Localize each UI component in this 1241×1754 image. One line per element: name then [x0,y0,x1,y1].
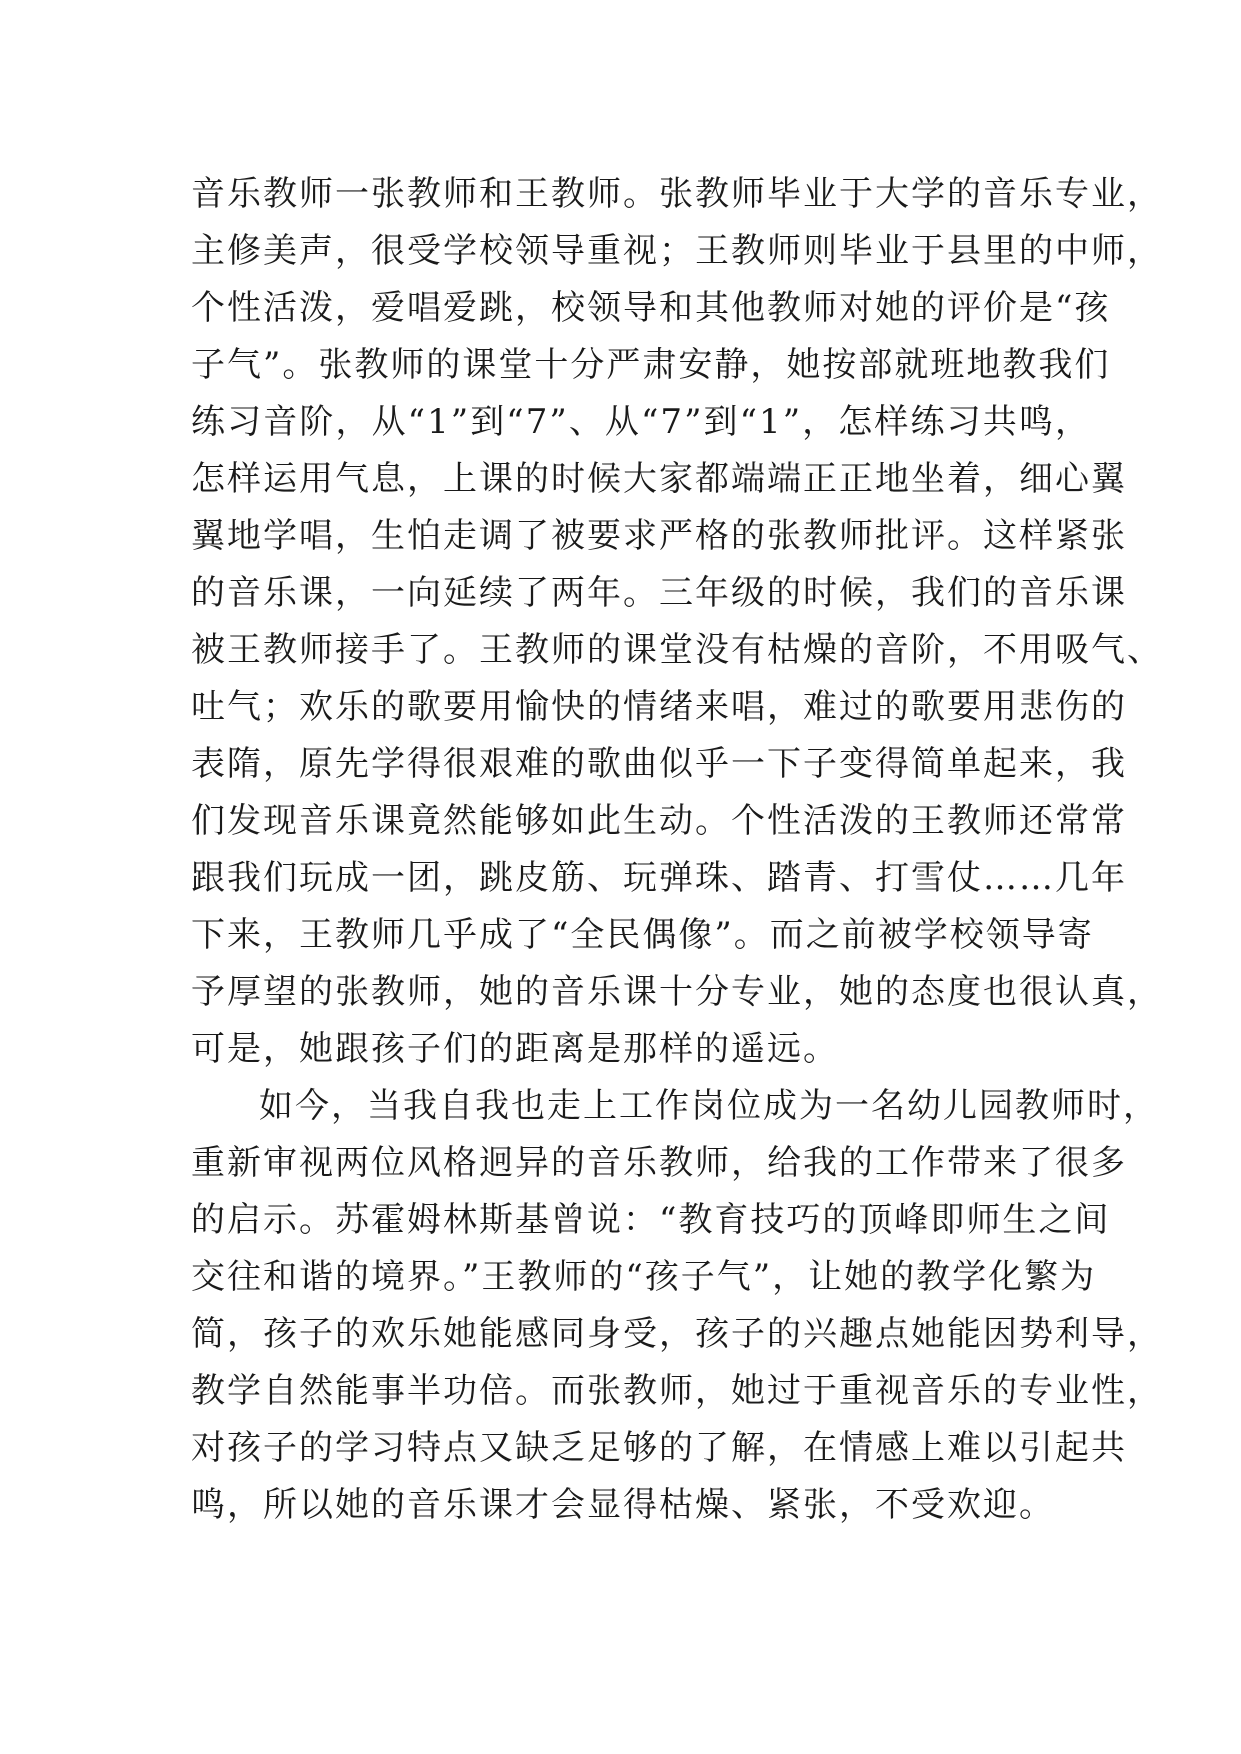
text-line: 的启示。苏霍姆林斯基曾说：“教育技巧的顶峰即师生之间 [191,1200,1111,1240]
text-line: 音乐教师一张教师和王教师。张教师毕业于大学的音乐专业， [191,174,1163,214]
paragraph-first-line: 如今，当我自我也走上工作岗位成为一名幼儿园教师时， [259,1086,1159,1126]
text-line: 予厚望的张教师，她的音乐课十分专业，她的态度也很认真， [191,972,1163,1012]
text-line: 对孩子的学习特点又缺乏足够的了解，在情感上难以引起共 [191,1428,1127,1468]
text-line: 下来，王教师几乎成了“全民偶像”。而之前被学校领导寄 [191,915,1094,955]
text-line: 的音乐课，一向延续了两年。三年级的时候，我们的音乐课 [191,573,1127,613]
text-line: 主修美声，很受学校领导重视；王教师则毕业于县里的中师， [191,231,1163,271]
text-line: 怎样运用气息，上课的时候大家都端端正正地坐着，细心翼 [191,459,1127,499]
text-line: 练习音阶，从“1”到“7”、从“7”到“1”，怎样练习共鸣， [191,402,1091,442]
text-line: 可是，她跟孩子们的距离是那样的遥远。 [191,1029,839,1069]
text-line: 表隋，原先学得很艰难的歌曲似乎一下子变得简单起来，我 [191,744,1127,784]
body-text [191,166,1163,1534]
text-line: 鸣，所以她的音乐课才会显得枯燥、紧张，不受欢迎。 [191,1485,1055,1525]
text-line: 吐气；欢乐的歌要用愉快的情绪来唱，难过的歌要用悲伤的 [191,687,1127,727]
text-line: 教学自然能事半功倍。而张教师，她过于重视音乐的专业性， [191,1371,1163,1411]
text-line: 子气”。张教师的课堂十分严肃安静，她按部就班地教我们 [191,345,1111,385]
text-line: 简，孩子的欢乐她能感同身受，孩子的兴趣点她能因势利导， [191,1314,1163,1354]
text-line: 翼地学唱，生怕走调了被要求严格的张教师批评。这样紧张 [191,516,1127,556]
text-line: 交往和谐的境界。”王教师的“孩子气”，让她的教学化繁为 [191,1257,1097,1297]
text-line: 跟我们玩成一团，跳皮筋、玩弹珠、踏青、打雪仗……几年 [191,858,1127,898]
text-line: 们发现音乐课竟然能够如此生动。个性活泼的王教师还常常 [191,801,1127,841]
text-line: 被王教师接手了。王教师的课堂没有枯燥的音阶，不用吸气、 [191,630,1163,670]
text-line: 个性活泼，爱唱爱跳，校领导和其他教师对她的评价是“孩 [191,288,1111,328]
text-line: 重新审视两位风格迥异的音乐教师，给我的工作带来了很多 [191,1143,1127,1183]
